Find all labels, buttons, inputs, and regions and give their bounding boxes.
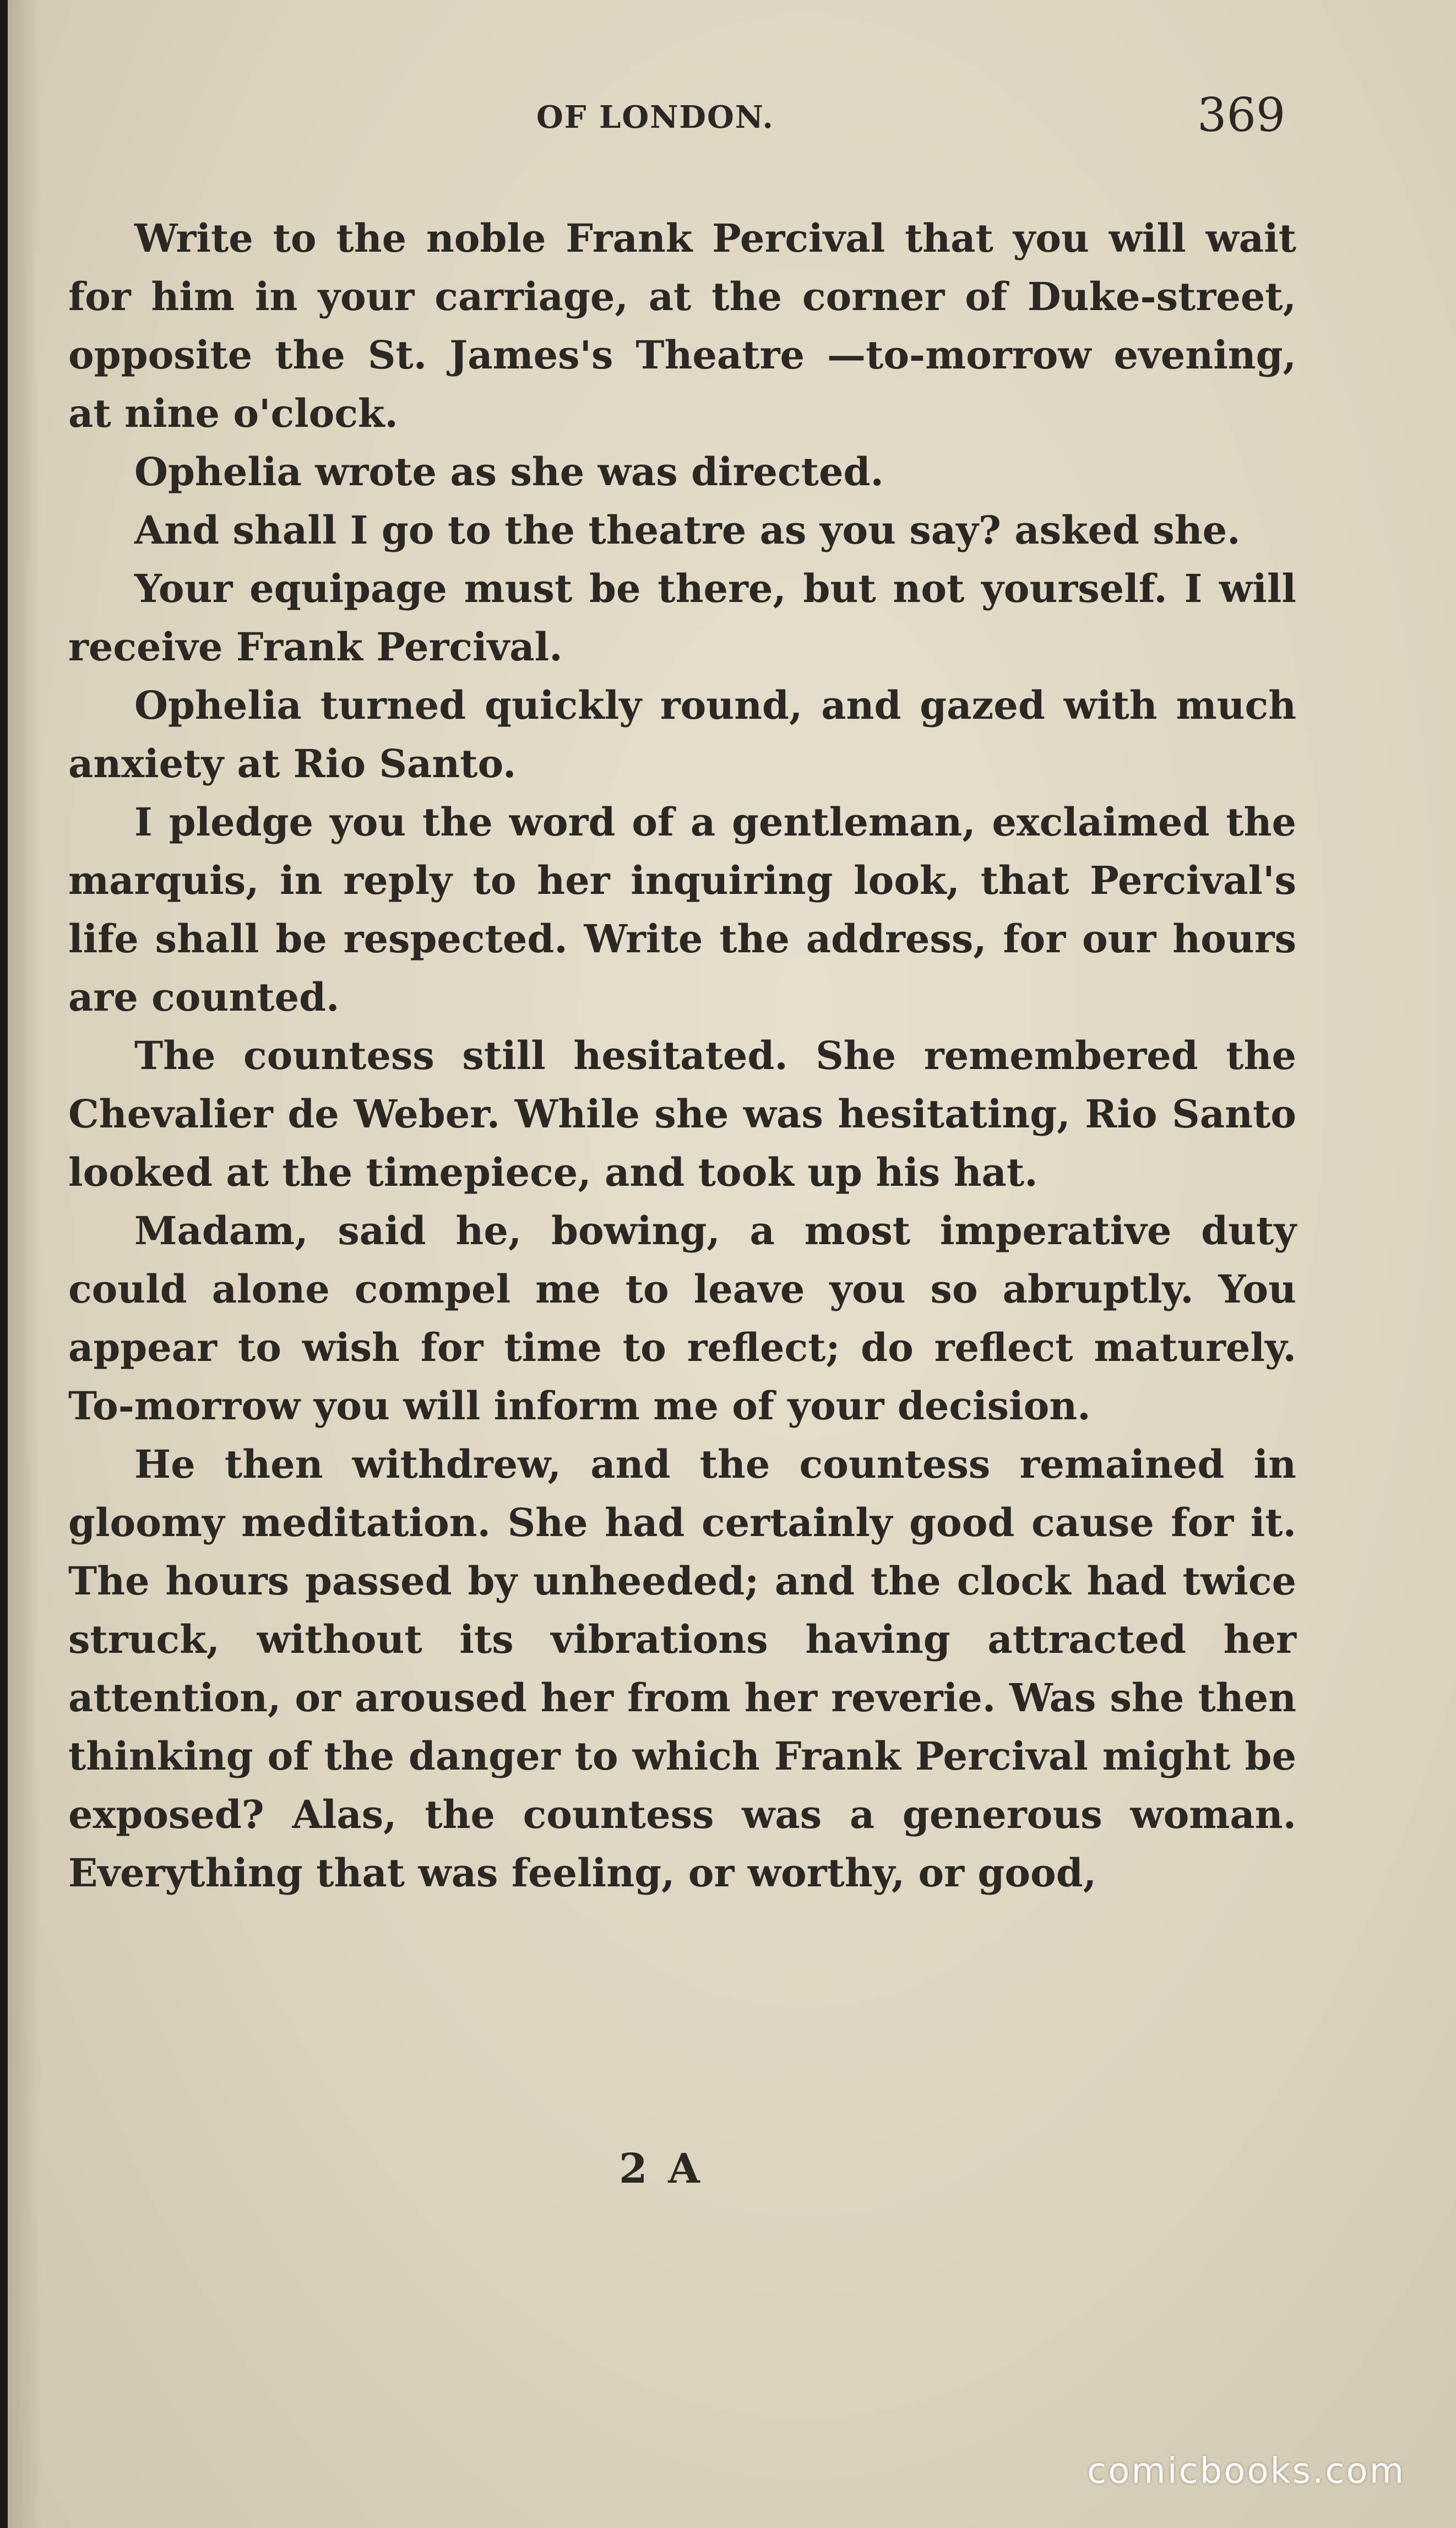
paragraph: Madam, said he, bowing, a most imperative duty could alone compel me to leave you so abruptly. You appear to wish for time to reflect; do reflect maturely. To-morrow you will inform me of your decision. bbox=[68, 1208, 1296, 1429]
paragraph: Ophelia wrote as she was directed. bbox=[134, 449, 884, 495]
paragraph: He then withdrew, and the countess remained in gloomy meditation. She had certainly good cause for it. The hours passed by unheeded; and the clock had twice struck, without its vibrations having attracted her attention, or aroused her from her reverie. Was she then thinking of the danger to which Frank Percival might be exposed? Alas, the countess was a generous woman. Everything that was feeling, or worthy, or good, bbox=[68, 1441, 1296, 1896]
paragraph: The countess still hesitated. She remembered the Chevalier de Weber. While she was hesitating, Rio Santo looked at the timepiece, and took up his hat. bbox=[68, 1033, 1296, 1195]
paragraph: Ophelia turned quickly round, and gazed with much anxiety at Rio Santo. bbox=[68, 682, 1296, 786]
running-title: OF LONDON. bbox=[536, 99, 774, 135]
page-gutter-shadow bbox=[8, 0, 41, 2528]
paragraph: Write to the noble Frank Percival that you will wait for him in your carriage, at the corner of Duke-street, opposite the St. James's Theatre —to-morrow evening, at nine o'clock. bbox=[68, 215, 1296, 436]
paragraph: I pledge you the word of a gentleman, exclaimed the marquis, in reply to her inquiring look, that Percival's life shall be respected. Write the address, for our hours are counted. bbox=[68, 799, 1296, 1020]
body-text bbox=[68, 209, 1296, 1902]
paragraph: Your equipage must be there, but not yourself. I will receive Frank Percival. bbox=[68, 566, 1296, 670]
signature-mark: 2 A bbox=[619, 2145, 703, 2193]
book-page bbox=[8, 0, 1456, 2528]
watermark: comicbooks.com bbox=[1087, 2451, 1406, 2492]
page-number: 369 bbox=[1197, 88, 1286, 142]
paragraph: And shall I go to the theatre as you say? asked she. bbox=[134, 507, 1241, 553]
running-header bbox=[8, 88, 1456, 149]
